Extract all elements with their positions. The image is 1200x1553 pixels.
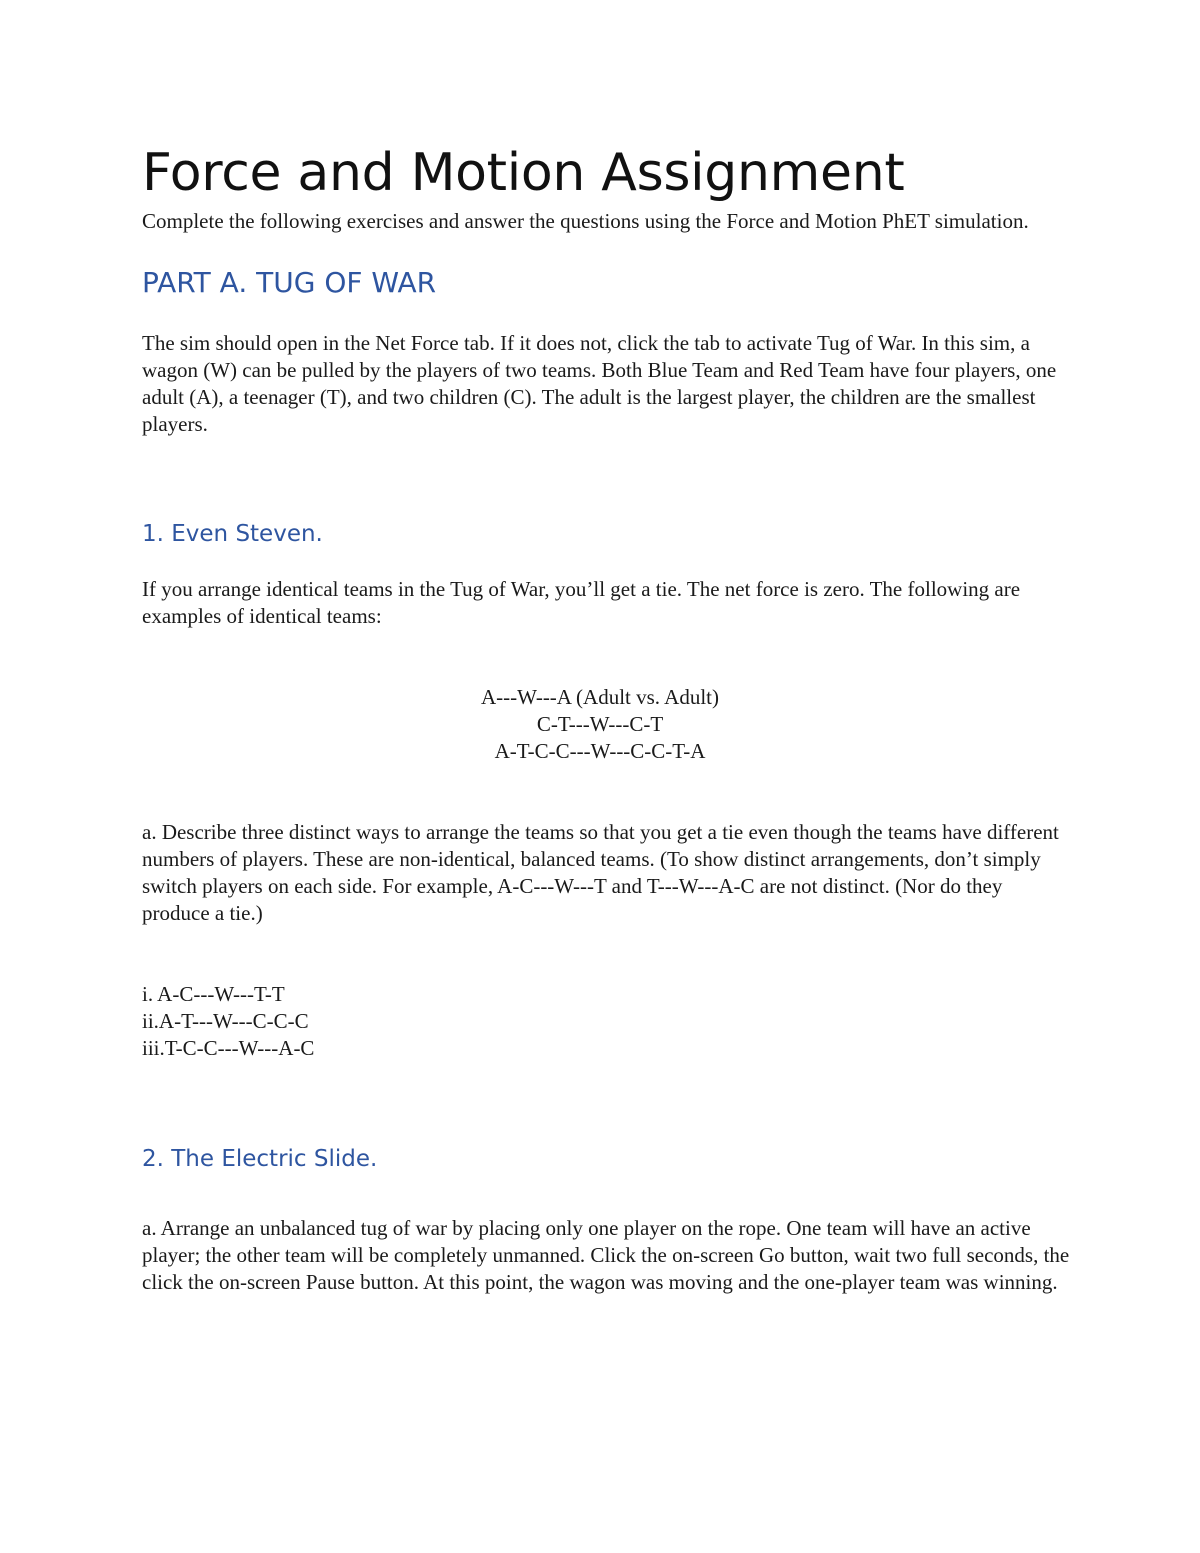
section-2-question-a: a. Arrange an unbalanced tug of war by placing only one player on the rope. One team will have an active player; the other team will be completely unmanned. Click the on-screen Go button, wait two full seconds, the click the on-screen Pause button. At this point, the wagon was moving and the one-player team was winning. (142, 1216, 1070, 1294)
part-a-paragraph: The sim should open in the Net Force tab. If it does not, click the tab to activate Tug of War. In this sim, a wagon (W) can be pulled by the players of two teams. Both Blue Team and Red Team have four players, one adult (A), a teenager (T), and two children (C). The adult is the largest player, the children are the smallest players. (142, 331, 1057, 436)
answer-line: ii.A-T---W---C-C-C (142, 1009, 309, 1033)
section-2-heading: 2. The Electric Slide. (142, 1146, 378, 1172)
part-a-heading: PART A. TUG OF WAR (142, 266, 437, 299)
example-line: C-T---W---C-T (536, 712, 664, 736)
answer-line: i. A-C---W---T-T (142, 982, 285, 1006)
section-1-question-a: a. Describe three distinct ways to arrange the teams so that you get a tie even though the teams have different numbers of players. These are non-identical, balanced teams. (To show distinct arrangements, don’t simply switch players on each side. For example, A-C---W---T and T---W---A-C are not distinct. (Nor do they produce a tie.) (142, 820, 1059, 925)
section-1-paragraph: If you arrange identical teams in the Tug of War, you’ll get a tie. The net force is zero. The following are examples of identical teams: (142, 577, 1021, 628)
answer-line: iii.T-C-C---W---A-C (142, 1036, 315, 1060)
intro-paragraph: Complete the following exercises and answer the questions using the Force and Motion PhET simulation. (142, 209, 1029, 233)
example-line: A-T-C-C---W---C-C-T-A (494, 739, 706, 763)
document-title: Force and Motion Assignment (142, 143, 905, 203)
section-1-heading: 1. Even Steven. (142, 521, 323, 547)
document-content (142, 140, 1072, 1296)
example-line: A---W---A (Adult vs. Adult) (481, 685, 719, 709)
identical-teams-examples (142, 684, 1058, 765)
section-1-answers (142, 981, 1072, 1062)
